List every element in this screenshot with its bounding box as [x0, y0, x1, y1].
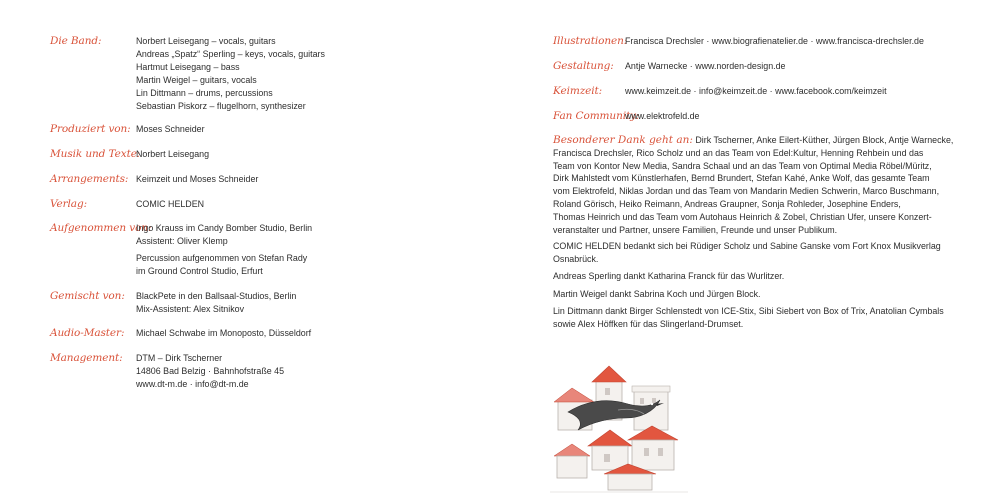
keimzeit-label: Keimzeit:: [553, 85, 603, 97]
band-member: Norbert Leisegang – vocals, guitars: [136, 36, 276, 46]
thanks-line: Francisca Drechsler, Rico Scholz und an das Team von Edel:Kultur, Henning Rehbein und das: [553, 147, 924, 158]
mixed-line: BlackPete in den Ballsaal-Studios, Berlin: [136, 291, 297, 301]
music-value: Norbert Leisegang: [136, 149, 210, 159]
master-label: Audio-Master:: [50, 327, 125, 339]
thanks-line: Dirk Mahlstedt vom Künstlerhafen, Bernd Brundert, Stefan Kahé, Anke Wolf, das gesamte Team: [553, 173, 930, 184]
thanks-label: Besonderer Dank geht an:: [553, 134, 693, 146]
comic-thanks-line: COMIC HELDEN bedankt sich bei Rüdiger Scholz und Sabine Ganske vom Fort Knox Musikverlag: [553, 241, 941, 251]
band-member: Andreas „Spatz“ Sperling – keys, vocals, guitars: [136, 49, 325, 59]
recorded-label: Aufgenommen von:: [50, 222, 152, 234]
comic-thanks-line: Osnabrück.: [553, 253, 599, 264]
design-value: Antje Warnecke · www.norden-design.de: [625, 61, 786, 71]
publisher-label: Verlag:: [50, 198, 88, 210]
band-member: Lin Dittmann – drums, percussions: [136, 88, 273, 98]
publisher-value: COMIC HELDEN: [136, 199, 205, 209]
recorded-line: Percussion aufgenommen von Stefan Rady: [136, 253, 308, 263]
recorded-line: Assistent: Oliver Klemp: [136, 236, 228, 246]
arrangements-label: Arrangements:: [50, 173, 129, 185]
management-value: [136, 352, 284, 391]
fan-value: www.elektrofeld.de: [625, 111, 700, 121]
comic-thanks: [553, 240, 973, 266]
thanks-line: Thomas Heinrich und das Team vom Autohaus Heinrich & Zobel, Christian Ufer, unsere Konzert-: [553, 211, 932, 222]
lin-thanks: [553, 305, 973, 331]
mixed-label: Gemischt von:: [50, 290, 125, 302]
thanks-line: veranstalter und Partner, unsere Familien, Freunde und unser Publikum.: [553, 224, 838, 235]
lin-thanks-line: sowie Alex Höffken für das Slingerland-Drumset.: [553, 318, 744, 329]
music-label: Musik und Texte:: [50, 148, 141, 160]
martin-thanks: Martin Weigel dankt Sabrina Koch und Jürgen Block.: [553, 289, 761, 299]
recorded-value: [136, 222, 312, 248]
illustrations-label: Illustrationen:: [553, 35, 628, 47]
thanks-line: Team von Kontor New Media, Sandra Schaal und an das Team von Optimal Media Röbel/Müritz,: [553, 160, 932, 171]
thanks-first-line: Dirk Tscherner, Anke Eilert-Küther, Jürgen Block, Antje Warnecke,: [695, 135, 954, 145]
produced-value: Moses Schneider: [136, 124, 205, 134]
produced-label: Produziert von:: [50, 123, 131, 135]
percussion-recorded: [136, 252, 307, 278]
band-label: Die Band:: [50, 35, 102, 47]
arrangements-value: Keimzeit und Moses Schneider: [136, 174, 259, 184]
recorded-line: Ingo Krauss im Candy Bomber Studio, Berlin: [136, 223, 313, 233]
recorded-line: im Ground Control Studio, Erfurt: [136, 266, 263, 276]
thanks-line: Roland Görisch, Heiko Reimann, Andreas Graupner, Sonja Rohleder, Josephine Enders,: [553, 198, 901, 209]
andreas-thanks: Andreas Sperling dankt Katharina Franck für das Wurlitzer.: [553, 271, 785, 281]
illustration-svg: [548, 360, 698, 495]
management-line: www.dt-m.de · info@dt-m.de: [136, 379, 249, 389]
design-label: Gestaltung:: [553, 60, 614, 72]
band-members: [136, 35, 325, 113]
fan-label: Fan Community:: [553, 110, 640, 122]
swallow-over-houses-drawing: [548, 360, 698, 500]
thanks-line: vom Elektrofeld, Niklas Jordan und das Team von Mandarin Medien Schwerin, Marco Buschmann,: [553, 186, 940, 197]
band-member: Sebastian Piskorz – flugelhorn, synthesizer: [136, 101, 306, 111]
mixed-value: [136, 290, 296, 316]
lin-thanks-line: Lin Dittmann dankt Birger Schlenstedt von ICE-Stix, Sibi Siebert von Box of Trix, Anatolian Cymbals: [553, 306, 944, 316]
master-value: Michael Schwabe im Monoposto, Düsseldorf: [136, 328, 312, 338]
band-member: Martin Weigel – guitars, vocals: [136, 75, 257, 85]
thanks-block: [553, 134, 973, 236]
management-line: 14806 Bad Belzig · Bahnhofstraße 45: [136, 366, 285, 376]
management-line: DTM – Dirk Tscherner: [136, 353, 223, 363]
mixed-line: Mix-Assistent: Alex Sitnikov: [136, 304, 245, 314]
management-label: Management:: [50, 352, 123, 364]
illustrations-value: Francisca Drechsler · www.biografienatelier.de · www.francisca-drechsler.de: [625, 36, 924, 46]
band-member: Hartmut Leisegang – bass: [136, 62, 240, 72]
keimzeit-value: www.keimzeit.de · info@keimzeit.de · www.facebook.com/keimzeit: [625, 86, 887, 96]
